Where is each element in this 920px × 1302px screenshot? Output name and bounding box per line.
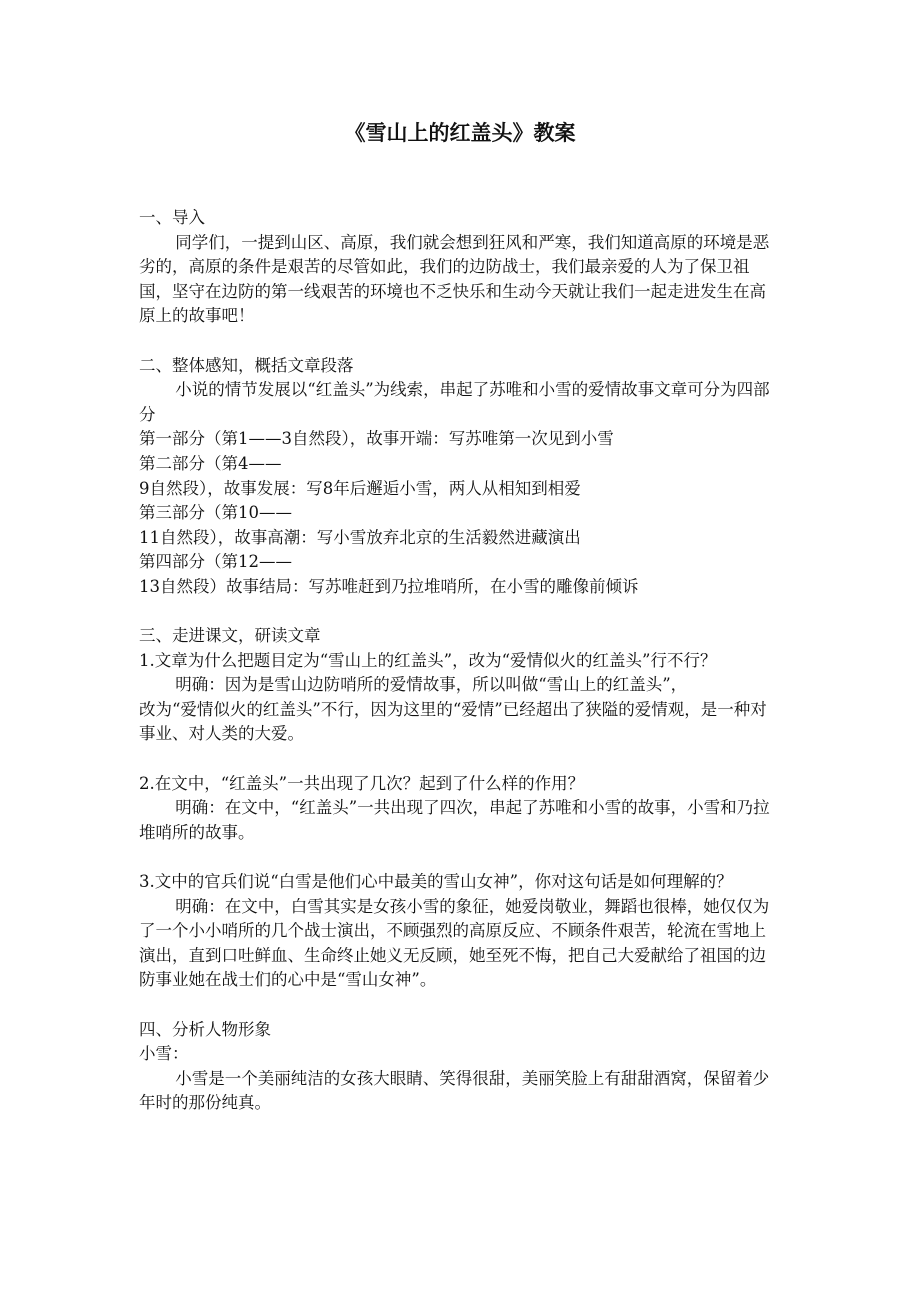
outline-line: 11自然段），故事高潮：写小雪放弃北京的生活毅然进藏演出 <box>139 527 581 547</box>
outline-line: 9自然段），故事发展：写8年后邂逅小雪，两人从相知到相爱 <box>139 478 581 498</box>
outline-line: 第四部分（第12—— <box>139 552 292 572</box>
answer-1-first-line: 明确：因为是雪山边防哨所的爱情故事，所以叫做“雪山上的红盖头”， <box>175 675 688 695</box>
outline-line: 第一部分（第1——3自然段），故事开端：写苏唯第一次见到小雪 <box>139 429 614 449</box>
document-body <box>139 206 779 1116</box>
outline-line: 13自然段）故事结局：写苏唯赶到乃拉堆哨所，在小雪的雕像前倾诉 <box>139 576 639 596</box>
document-title: 《雪山上的红盖头》教案 <box>344 121 576 145</box>
answer-2: 明确：在文中，“红盖头”一共出现了四次，串起了苏唯和小雪的故事，小雪和乃拉堆哨所的故事。 <box>139 798 770 842</box>
answer-3: 明确：在文中，白雪其实是女孩小雪的象征，她爱岗敬业，舞蹈也很棒，她仅仅为了一个小小哨所的几个战士演出，不顾强烈的高原反应、不顾条件艰苦，轮流在雪地上演出，直到口吐鲜血、生命终止她义无反顾，她至死不悔，把自己大爱献给了祖国的边防事业她在战士们的心中是“雪山女神”。 <box>139 896 770 990</box>
section-heading-intro: 一、导入 <box>139 208 205 227</box>
section-heading-overview: 二、整体感知，概括文章段落 <box>139 355 354 375</box>
question-3: 3.文中的官兵们说“白雪是他们心中最美的雪山女神”，你对这句话是如何理解的？ <box>139 872 733 892</box>
question-2: 2.在文中，“红盖头”一共出现了几次？起到了什么样的作用？ <box>139 773 585 793</box>
outline-line: 第二部分（第4—— <box>139 453 282 473</box>
answer-1-continued: 改为“爱情似火的红盖头”不行，因为这里的“爱情”已经超出了狭隘的爱情观，是一种对事业、对人类的大爱。 <box>139 699 767 744</box>
section-heading-reading: 三、走进课文，研读文章 <box>139 626 321 646</box>
character-description: 小雪是一个美丽纯洁的女孩大眼睛、笑得很甜，美丽笑脸上有甜甜酒窝，保留着少年时的那份纯真。 <box>139 1068 770 1113</box>
paragraph-overview: 小说的情节发展以“红盖头”为线索，串起了苏唯和小雪的爱情故事文章可分为四部分 <box>139 380 770 424</box>
paragraph-intro: 同学们，一提到山区、高原，我们就会想到狂风和严寒，我们知道高原的环境是恶劣的，高原的条件是艰苦的尽管如此，我们的边防战士，我们最亲爱的人为了保卫祖国，坚守在边防的第一线艰苦的环境也不乏快乐和生动今天就让我们一起走进发生在高原上的故事吧！ <box>139 232 770 326</box>
outline-line: 第三部分（第10—— <box>139 503 292 523</box>
character-name: 小雪： <box>139 1044 189 1064</box>
question-1: 1.文章为什么把题目定为“雪山上的红盖头”，改为“爱情似火的红盖头”行不行？ <box>139 650 717 670</box>
section-heading-characters: 四、分析人物形象 <box>139 1019 271 1039</box>
